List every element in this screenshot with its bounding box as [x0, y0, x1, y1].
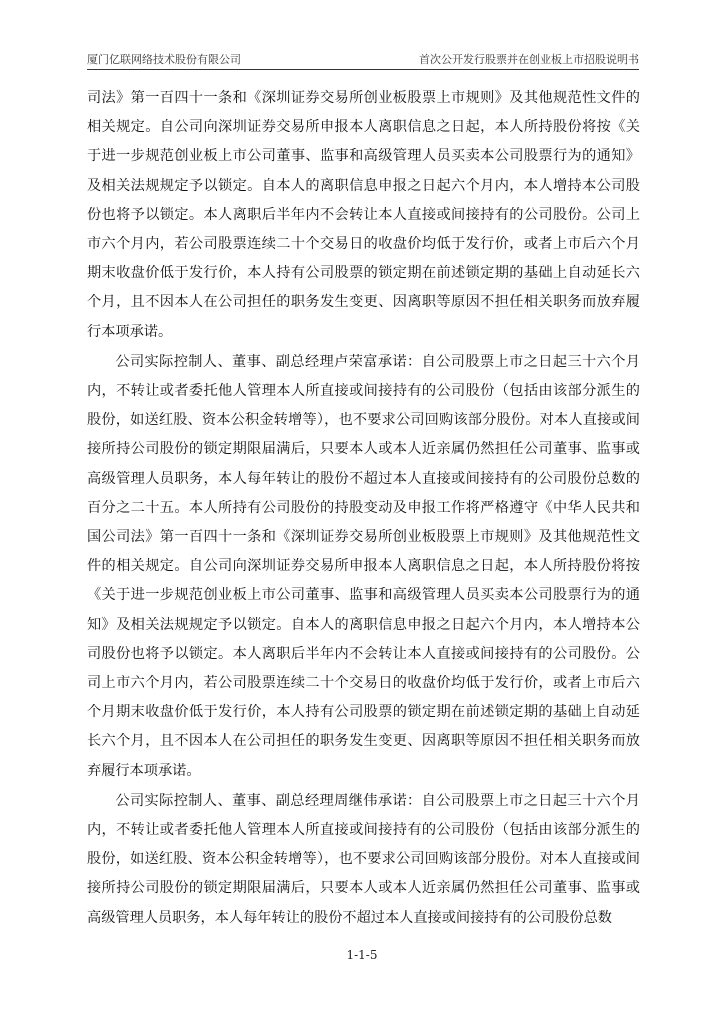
paragraph-zhou-jiwei-commitment: 公司实际控制人、董事、副总经理周继伟承诺：自公司股票上市之日起三十六个月内，不转让或者委托他人管理本人所直接或间接持有的公司股份（包括由该部分派生的股份，如送红股、资本公积金转增等），也不要求公司回购该部分股份。对本人直接或间接所持公司股份的锁定期限届满后，只要本人或本人近亲属仍然担任公司董事、监事或高级管理人员职务，本人每年转让的股份不超过本人直接或间接持有的公司股份总数 [87, 792, 640, 926]
header-document-title: 首次公开发行股票并在创业板上市招股说明书 [419, 53, 639, 66]
page-header [87, 47, 639, 70]
paragraph-lu-rongfu-commitment: 公司实际控制人、董事、副总经理卢荣富承诺：自公司股票上市之日起三十六个月内，不转让或者委托他人管理本人所直接或间接持有的公司股份（包括由该部分派生的股份，如送红股、资本公积金转增等），也不要求公司回购该部分股份。对本人直接或间接所持公司股份的锁定期限届满后，只要本人或本人近亲属仍然担任公司董事、监事或高级管理人员职务，本人每年转让的股份不超过本人直接或间接持有的公司股份总数的百分之二十五。本人所持有公司股份的持股变动及申报工作将严格遵守《中华人民共和国公司法》第一百四十一条和《深圳证券交易所创业板股票上市规则》及其他规范性文件的相关规定。自公司向深圳证券交易所申报本人离职信息之日起，本人所持股份将按《关于进一步规范创业板上市公司董事、监事和高级管理人员买卖本公司股票行为的通知》及相关法规规定予以锁定。自本人的离职信息申报之日起六个月内，本人增持本公司股份也将予以锁定。本人离职后半年内不会转让本人直接或间接持有的公司股份。公司上市六个月内，若公司股票连续二十个交易日的收盘价均低于发行价，或者上市后六个月期末收盘价低于发行价，本人持有公司股票的锁定期在前述锁定期的基础上自动延长六个月，且不因本人在公司担任的职务发生变更、因离职等原因不担任相关职务而放弃履行本项承诺。 [87, 353, 640, 779]
paragraph-continuation: 司法》第一百四十一条和《深圳证券交易所创业板股票上市规则》及其他规范性文件的相关规定。自公司向深圳证券交易所申报本人离职信息之日起，本人所持股份将按《关于进一步规范创业板上市公司董事、监事和高级管理人员买卖本公司股票行为的通知》及相关法规规定予以锁定。自本人的离职信息申报之日起六个月内，本人增持本公司股份也将予以锁定。本人离职后半年内不会转让本人直接或间接持有的公司股份。公司上市六个月内，若公司股票连续二十个交易日的收盘价均低于发行价，或者上市后六个月期末收盘价低于发行价，本人持有公司股票的锁定期在前述锁定期的基础上自动延长六个月，且不因本人在公司担任的职务发生变更、因离职等原因不担任相关职务而放弃履行本项承诺。 [87, 90, 640, 340]
page-number: 1-1-5 [346, 948, 378, 962]
header-company-name: 厦门亿联网络技术股份有限公司 [87, 53, 241, 66]
document-body [87, 84, 640, 933]
